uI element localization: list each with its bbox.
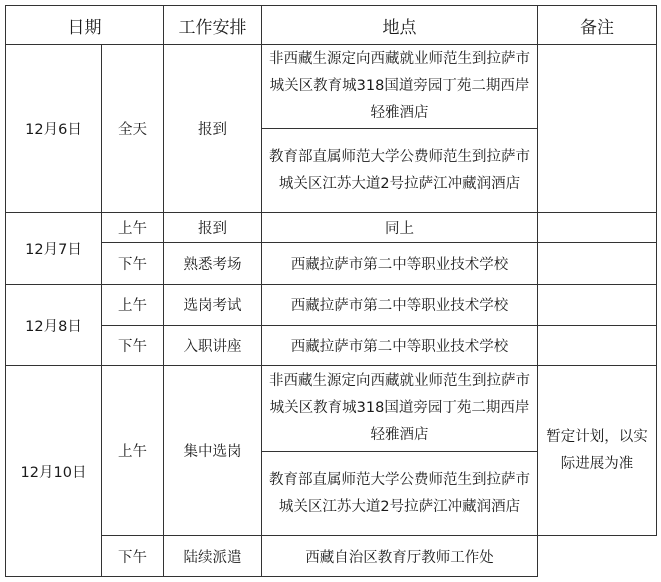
date-cell: 12月7日 [6, 213, 102, 285]
header-note: 备注 [538, 6, 657, 45]
location-cell: 西藏自治区教育厅教师工作处 [262, 536, 538, 577]
period-cell: 上午 [102, 213, 164, 242]
work-cell: 陆续派遣 [164, 536, 262, 577]
note-cell [538, 285, 657, 326]
table-row [6, 536, 657, 577]
header-location: 地点 [262, 6, 538, 45]
work-cell: 熟悉考场 [164, 242, 262, 285]
table-row [6, 242, 657, 285]
header-row [6, 6, 657, 45]
location-cell: 西藏拉萨市第二中等职业技术学校 [262, 242, 538, 285]
note-cell [538, 242, 657, 285]
note-cell [538, 213, 657, 242]
table-row [6, 285, 657, 326]
work-cell: 报到 [164, 45, 262, 213]
date-cell: 12月10日 [6, 366, 102, 577]
work-cell: 集中选岗 [164, 366, 262, 536]
work-cell: 选岗考试 [164, 285, 262, 326]
period-cell: 下午 [102, 536, 164, 577]
table-row [6, 366, 657, 452]
location-cell: 教育部直属师范大学公费师范生到拉萨市城关区江苏大道2号拉萨江冲藏润酒店 [262, 452, 538, 536]
location-cell: 西藏拉萨市第二中等职业技术学校 [262, 325, 538, 366]
header-date: 日期 [6, 6, 164, 45]
schedule-table [5, 5, 657, 577]
period-cell: 下午 [102, 242, 164, 285]
location-cell: 西藏拉萨市第二中等职业技术学校 [262, 285, 538, 326]
table-row [6, 325, 657, 366]
note-cell: 暂定计划，以实际进展为准 [538, 366, 657, 536]
work-cell: 报到 [164, 213, 262, 242]
table-row [6, 45, 657, 129]
header-work: 工作安排 [164, 6, 262, 45]
period-cell: 全天 [102, 45, 164, 213]
period-cell: 下午 [102, 325, 164, 366]
period-cell: 上午 [102, 366, 164, 536]
note-cell [538, 45, 657, 213]
period-cell: 上午 [102, 285, 164, 326]
location-cell: 同上 [262, 213, 538, 242]
table-row [6, 213, 657, 242]
work-cell: 入职讲座 [164, 325, 262, 366]
date-cell: 12月8日 [6, 285, 102, 366]
location-cell: 非西藏生源定向西藏就业师范生到拉萨市城关区教育城318国道旁园丁苑二期西岸轻雅酒店 [262, 366, 538, 452]
note-cell [538, 325, 657, 366]
date-cell: 12月6日 [6, 45, 102, 213]
location-cell: 非西藏生源定向西藏就业师范生到拉萨市城关区教育城318国道旁园丁苑二期西岸轻雅酒店 [262, 45, 538, 129]
location-cell: 教育部直属师范大学公费师范生到拉萨市城关区江苏大道2号拉萨江冲藏润酒店 [262, 129, 538, 213]
